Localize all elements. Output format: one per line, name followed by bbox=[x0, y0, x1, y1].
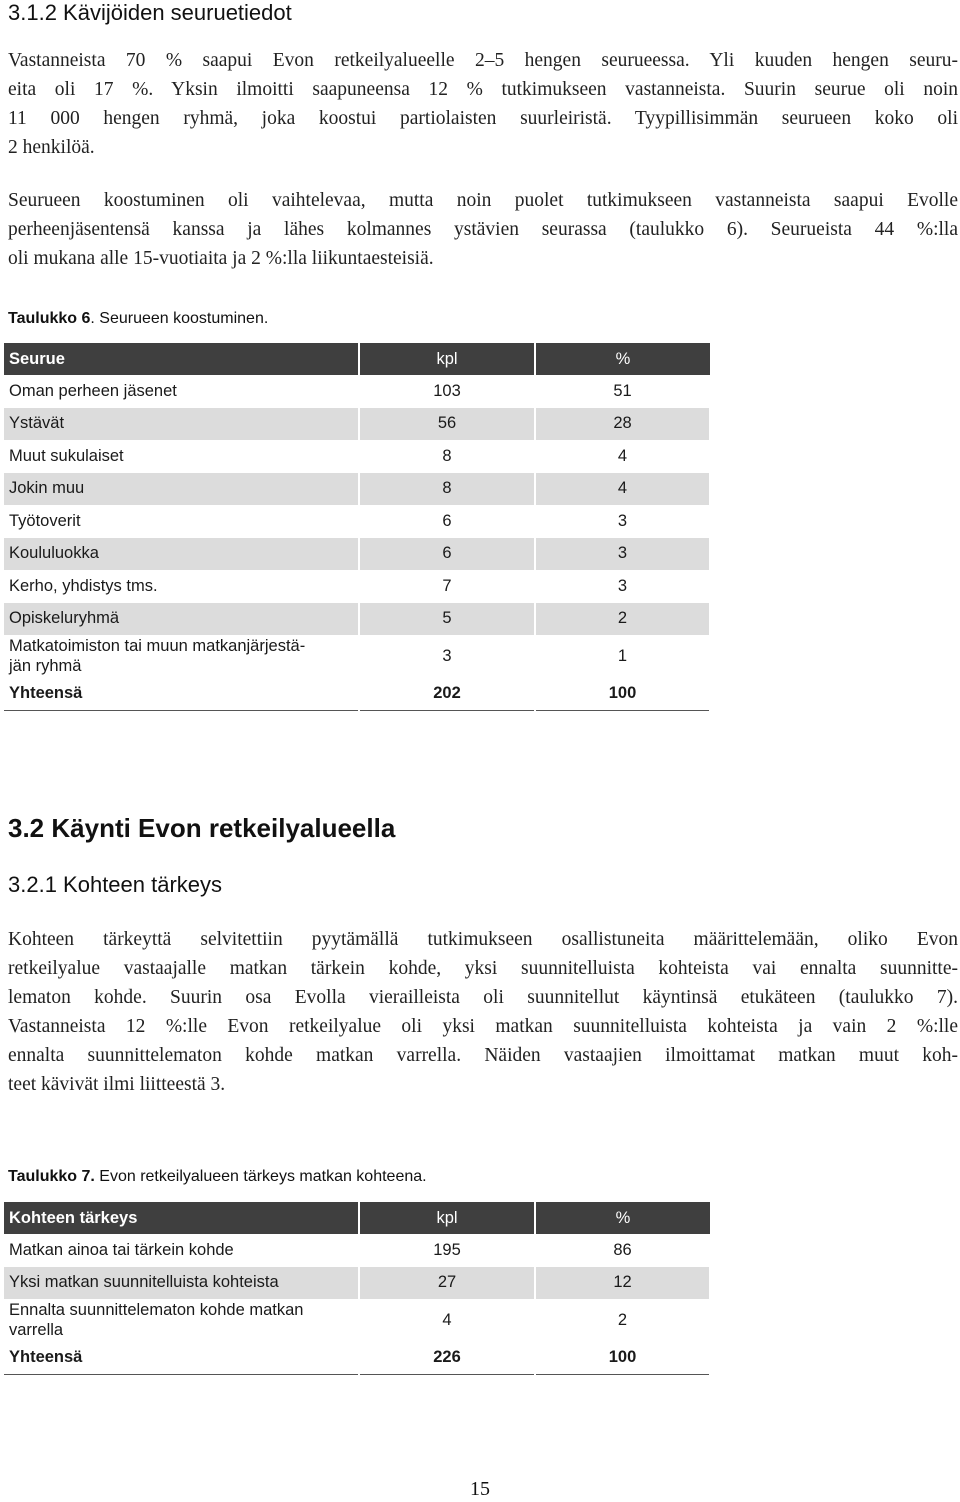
table-cell-label-line: jän ryhmä bbox=[9, 657, 82, 675]
table-cell-percent: 28 bbox=[535, 408, 710, 441]
paragraph-destination-importance bbox=[8, 925, 958, 1099]
table-cell-percent: 1 bbox=[535, 635, 710, 677]
table-cell-kpl: 8 bbox=[359, 473, 535, 506]
table-row bbox=[4, 570, 710, 603]
table-7-destination-importance bbox=[4, 1202, 711, 1375]
section-heading-3-1-2: 3.1.2 Kävijöiden seuruetiedot bbox=[8, 0, 292, 25]
paragraph-line: 11 000 hengen ryhmä, joka koostui partiolaisten suurleiristä. Tyypillisimmän seurueen koko oli bbox=[8, 108, 958, 129]
table-cell-label: Oman perheen jäsenet bbox=[4, 375, 359, 408]
table-6-group-composition bbox=[4, 343, 711, 711]
table-total-label: Yhteensä bbox=[4, 1341, 359, 1374]
table-cell-kpl: 6 bbox=[359, 505, 535, 538]
page-number: 15 bbox=[470, 1478, 490, 1500]
table-row bbox=[4, 1299, 710, 1341]
table-cell-label: Ystävät bbox=[4, 408, 359, 441]
table-cell-label-line: Ennalta suunnittelematon kohde matkan bbox=[9, 1301, 304, 1319]
table-total-percent: 100 bbox=[535, 677, 710, 710]
table-total-row bbox=[4, 677, 710, 710]
paragraph-line: oli mukana alle 15-vuotiaita ja 2 %:lla liikuntaesteisiä. bbox=[8, 248, 434, 269]
table-cell-kpl: 8 bbox=[359, 440, 535, 473]
table-header-percent: % bbox=[535, 343, 710, 375]
table-header-row bbox=[4, 1202, 710, 1234]
section-heading-3-2-1: 3.2.1 Kohteen tärkeys bbox=[8, 872, 223, 897]
paragraph-line: Vastanneista 12 %:lle Evon retkeilyalue oli yksi matkan suunnitelluista kohteista ja vain 2 %:lle bbox=[8, 1016, 958, 1037]
table-total-label: Yhteensä bbox=[4, 677, 359, 710]
table-cell-percent: 86 bbox=[535, 1234, 710, 1267]
table-cell-percent: 51 bbox=[535, 375, 710, 408]
table-cell-label: Jokin muu bbox=[4, 473, 359, 506]
table-header-kpl: kpl bbox=[359, 343, 535, 375]
table-cell-label: Kerho, yhdistys tms. bbox=[4, 570, 359, 603]
table-cell-kpl: 195 bbox=[359, 1234, 535, 1267]
paragraph-line: lematon kohde. Suurin osa Evolla vierailleista oli suunnitellut käyntinsä etukäteen (taulukko 7). bbox=[8, 987, 958, 1008]
table-row bbox=[4, 473, 710, 506]
table-cell-kpl: 6 bbox=[359, 538, 535, 571]
table-cell-kpl: 103 bbox=[359, 375, 535, 408]
paragraph-line: Seurueen koostuminen oli vaihtelevaa, mutta noin puolet tutkimukseen vastanneista saapui Evolle bbox=[8, 190, 958, 211]
table-cell-label bbox=[4, 635, 359, 677]
table-header-row bbox=[4, 343, 710, 375]
table-total-kpl: 202 bbox=[359, 677, 535, 710]
table-6-caption bbox=[8, 310, 268, 328]
table-row bbox=[4, 1234, 710, 1267]
paragraph-line: ennalta suunnittelematon kohde matkan varrella. Näiden vastaajien ilmoittamat matkan muut koh- bbox=[8, 1045, 958, 1066]
table-cell-label: Yksi matkan suunnitelluista kohteista bbox=[4, 1267, 359, 1300]
table-cell-kpl: 7 bbox=[359, 570, 535, 603]
paragraph-line: Vastanneista 70 % saapui Evon retkeilyalueelle 2–5 hengen seurueessa. Yli kuuden hengen seuru- bbox=[8, 50, 958, 71]
paragraph-group-composition bbox=[8, 186, 958, 273]
table-cell-percent: 2 bbox=[535, 1299, 710, 1341]
table-cell-kpl: 56 bbox=[359, 408, 535, 441]
table-row bbox=[4, 440, 710, 473]
table-cell-kpl: 3 bbox=[359, 635, 535, 677]
table-row bbox=[4, 505, 710, 538]
table-row bbox=[4, 538, 710, 571]
table-cell-label: Koululuokka bbox=[4, 538, 359, 571]
paragraph-line: eita oli 17 %. Yksin ilmoitti saapuneensa 12 % tutkimukseen vastanneista. Suurin seurue oli noin bbox=[8, 79, 958, 100]
table-cell-label-line: varrella bbox=[9, 1321, 64, 1339]
table-cell-kpl: 27 bbox=[359, 1267, 535, 1300]
table-header-seurue: Seurue bbox=[4, 343, 359, 375]
section-heading-3-2: 3.2 Käynti Evon retkeilyalueella bbox=[8, 813, 396, 843]
table-cell-percent: 4 bbox=[535, 440, 710, 473]
table-total-row bbox=[4, 1341, 710, 1374]
table-row bbox=[4, 408, 710, 441]
table-header-kpl: kpl bbox=[359, 1202, 535, 1234]
table-cell-label: Työtoverit bbox=[4, 505, 359, 538]
paragraph-line: Kohteen tärkeyttä selvitettiin pyytämällä tutkimukseen osallistuneita määrittelemään, oliko Evon bbox=[8, 929, 958, 950]
table-header-percent: % bbox=[535, 1202, 710, 1234]
table-cell-label: Muut sukulaiset bbox=[4, 440, 359, 473]
table-row bbox=[4, 375, 710, 408]
paragraph-line: teet kävivät ilmi liitteestä 3. bbox=[8, 1074, 226, 1095]
table-cell-kpl: 4 bbox=[359, 1299, 535, 1341]
table-row bbox=[4, 635, 710, 677]
table-cell-percent: 2 bbox=[535, 603, 710, 636]
table-7-caption-text: Evon retkeilyalueen tärkeys matkan kohteena. bbox=[94, 1168, 427, 1185]
table-cell-percent: 3 bbox=[535, 570, 710, 603]
table-7-caption-label: Taulukko 7. bbox=[8, 1168, 95, 1185]
paragraph-line: 2 henkilöä. bbox=[8, 137, 95, 158]
table-row bbox=[4, 603, 710, 636]
paragraph-line: perheenjäsentensä kanssa ja lähes kolmannes ystävien seurassa (taulukko 6). Seurueista 44 %:lla bbox=[8, 219, 958, 240]
table-6-caption-text: . Seurueen koostuminen. bbox=[90, 310, 269, 327]
table-7-caption bbox=[8, 1168, 427, 1186]
table-cell-percent: 3 bbox=[535, 538, 710, 571]
table-cell-label: Matkan ainoa tai tärkein kohde bbox=[4, 1234, 359, 1267]
table-cell-percent: 3 bbox=[535, 505, 710, 538]
table-cell-percent: 4 bbox=[535, 473, 710, 506]
table-cell-label bbox=[4, 1299, 359, 1341]
table-total-percent: 100 bbox=[535, 1341, 710, 1374]
table-cell-kpl: 5 bbox=[359, 603, 535, 636]
table-row bbox=[4, 1267, 710, 1300]
table-cell-label-line: Matkatoimiston tai muun matkanjärjestä- bbox=[9, 637, 306, 655]
paragraph-group-size bbox=[8, 46, 958, 162]
table-6-caption-label: Taulukko 6 bbox=[8, 310, 91, 327]
table-cell-label: Opiskeluryhmä bbox=[4, 603, 359, 636]
table-header-importance: Kohteen tärkeys bbox=[4, 1202, 359, 1234]
table-total-kpl: 226 bbox=[359, 1341, 535, 1374]
paragraph-line: retkeilyalue vastaajalle matkan tärkein kohde, yksi suunnitelluista kohteista vai ennalta suunnitte- bbox=[8, 958, 958, 979]
table-cell-percent: 12 bbox=[535, 1267, 710, 1300]
